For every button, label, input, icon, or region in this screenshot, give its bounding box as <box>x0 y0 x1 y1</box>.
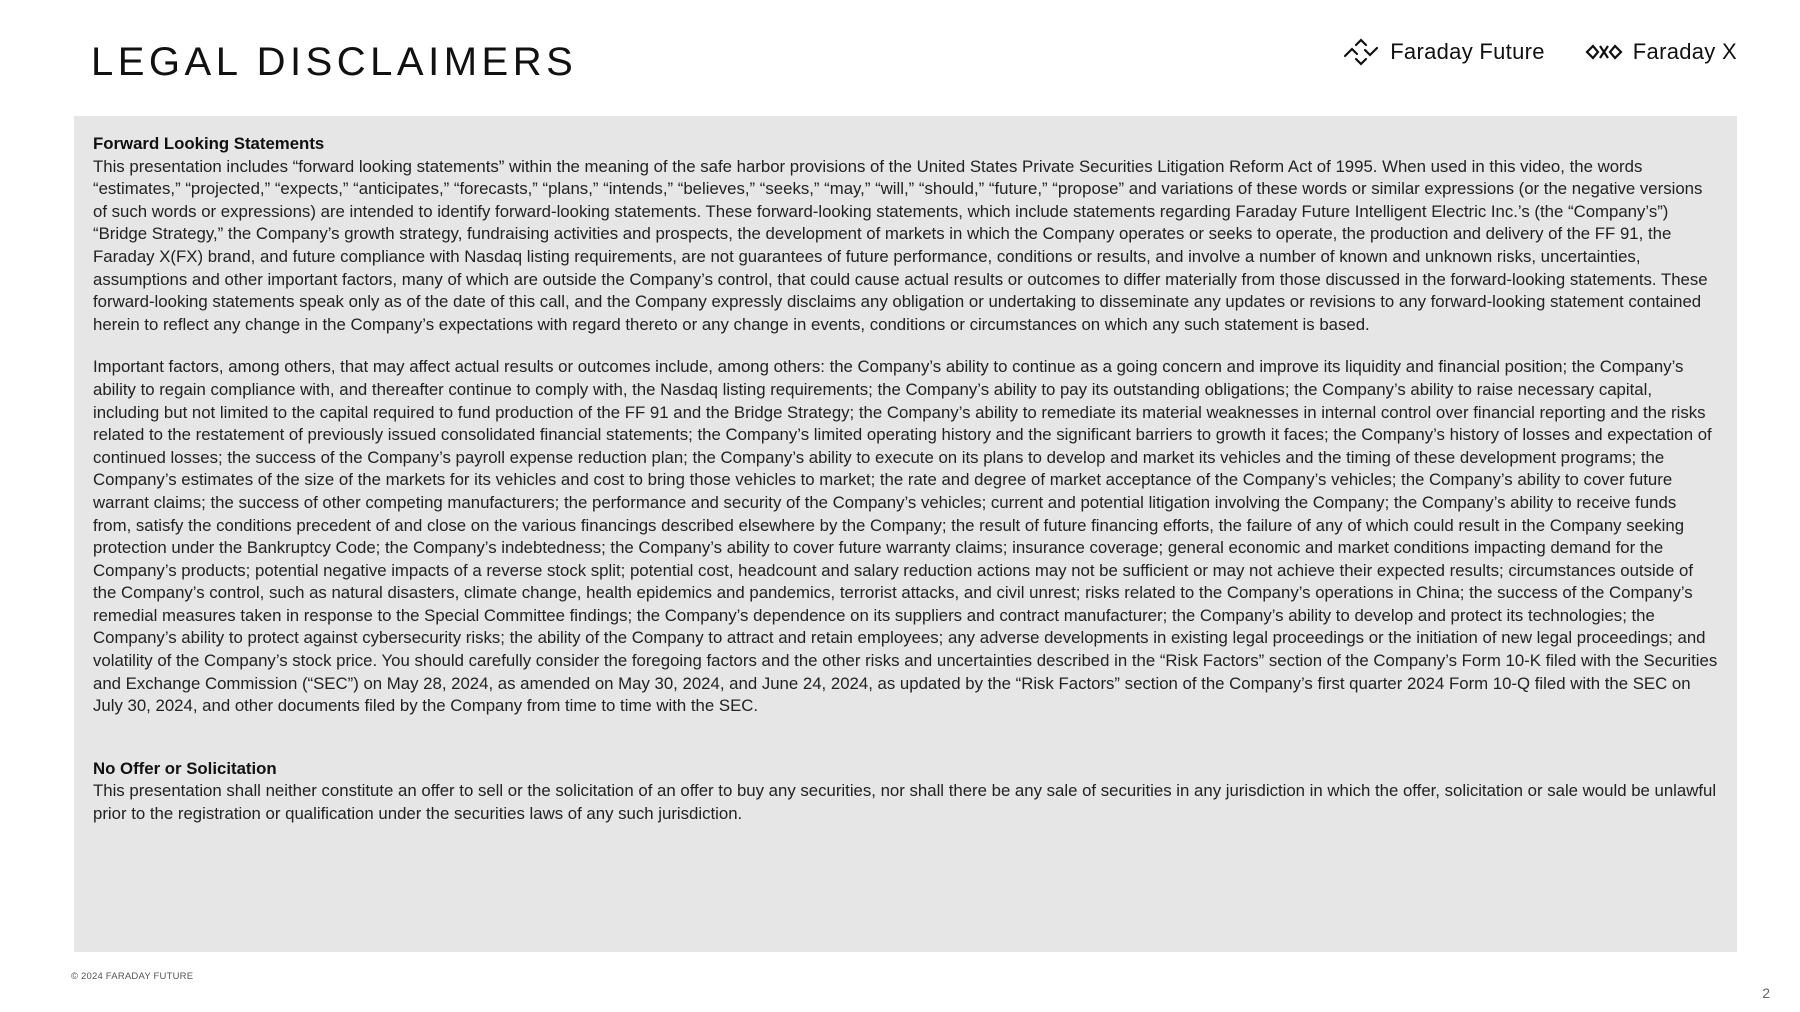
faraday-future-logo-icon <box>1342 38 1380 66</box>
disclaimer-panel <box>74 116 1737 952</box>
paragraph: This presentation includes “forward looking statements” within the meaning of the safe harbor provisions of the United States Private Securities Litigation Reform Act of 1995. When used in this video, the words “estimates,” “projected,” “expects,” “anticipates,” “forecasts,” “plans,” “intends,” “believes,” “seeks,” “may,” “will,” “should,” “future,” “propose” and variations of these words or similar expressions (or the negative versions of such words or expressions) are intended to identify forward-looking statements. These forward-looking statements, which include statements regarding Faraday Future Intelligent Electric Inc.’s (the “Company’s”) “Bridge Strategy,” the Company’s growth strategy, fundraising activities and prospects, the development of markets in which the Company operates or seeks to operate, the production and delivery of the FF 91, the Faraday X(FX) brand, and future compliance with Nasdaq listing requirements, are not guarantees of future performance, conditions or results, and involve a number of known and unknown risks, uncertainties, assumptions and other important factors, many of which are outside the Company’s control, that could cause actual results or outcomes to differ materially from those discussed in the forward-looking statements. These forward-looking statements speak only as of the date of this call, and the Company expressly disclaims any obligation or undertaking to disseminate any updates or revisions to any forward-looking statement contained herein to reflect any change in the Company’s expectations with regard thereto or any change in events, conditions or circumstances on which any such statement is based. <box>93 156 1708 334</box>
faraday-x-logo-icon <box>1585 41 1623 63</box>
paragraph: Important factors, among others, that may affect actual results or outcomes include, among others: the Company’s ability to continue as a going concern and improve its liquidity and financial position; the Company’s ability to regain compliance with, and thereafter continue to comply with, the Nasdaq listing requirements; the Company’s ability to pay its outstanding obligations; the Company’s ability to raise necessary capital, including but not limited to the capital required to fund production of the FF 91 and the Bridge Strategy; the Company’s ability to remediate its material weaknesses in internal control over financial reporting and the risks related to the restatement of previously issued consolidated financial statements; the Company’s limited operating history and the significant barriers to growth it faces; the Company’s history of losses and expectation of continued losses; the success of the Company’s payroll expense reduction plan; the Company’s ability to execute on its plans to develop and market its vehicles and the timing of these development programs; the Company’s estimates of the size of the markets for its vehicles and cost to bring those vehicles to market; the rate and degree of market acceptance of the Company’s vehicles; the Company’s ability to cover future warrant claims; the success of other competing manufacturers; the performance and security of the Company’s vehicles; current and potential litigation involving the Company; the Company’s ability to receive funds from, satisfy the conditions precedent of and close on the various financings described elsewhere by the Company; the result of future financing efforts, the failure of any of which could result in the Company seeking protection under the Bankruptcy Code; the Company’s indebtedness; the Company’s ability to cover future warranty claims; insurance coverage; general economic and market conditions impacting demand for the Company’s products; potential negative impacts of a reverse stock split; potential cost, headcount and salary reduction actions may not be sufficient or may not achieve their expected results; circumstances outside of the Company’s control, such as natural disasters, climate change, health epidemics and pandemics, terrorist attacks, and civil unrest; risks related to the Company’s operations in China; the success of the Company’s remedial measures taken in response to the Special Committee findings; the Company’s dependence on its suppliers and contract manufacturer; the Company’s ability to develop and protect its technologies; the Company’s ability to protect against cybersecurity risks; the ability of the Company to attract and retain employees; any adverse developments in existing legal proceedings or the initiation of new legal proceedings; and volatility of the Company’s stock price. You should carefully consider the foregoing factors and the other risks and uncertainties described in the “Risk Factors” section of the Company’s Form 10-K filed with the Securities and Exchange Commission (“SEC”) on May 28, 2024, as amended on May 30, 2024, and June 24, 2024, as updated by the “Risk Factors” section of the Company’s first quarter 2024 Form 10-Q filed with the SEC on July 30, 2024, and other documents filed by the Company from time to time with the SEC. <box>93 357 1718 716</box>
forward-looking-statements-section <box>93 133 1719 718</box>
faraday-x-wordmark: Faraday X <box>1632 39 1737 64</box>
faraday-future-wordmark: Faraday Future <box>1390 39 1545 64</box>
footer-copyright: © 2024 FARADAY FUTURE <box>71 971 194 982</box>
paragraph: This presentation shall neither constitute an offer to sell or the solicitation of an offer to buy any securities, nor shall there be any sale of securities in any jurisdiction in which the offer, solicitation or sale would be unlawful prior to the registration or qualification under the securities laws of any such jurisdiction. <box>93 781 1717 824</box>
section-heading: Forward Looking Statements <box>93 134 325 153</box>
section-heading: No Offer or Solicitation <box>93 758 277 778</box>
brand-logos <box>1342 38 1737 66</box>
page-title: LEGAL DISCLAIMERS <box>91 40 578 84</box>
no-offer-section <box>93 758 1719 826</box>
faraday-x-logo <box>1585 39 1737 65</box>
page-number: 2 <box>1762 985 1770 1001</box>
faraday-future-logo <box>1342 38 1545 66</box>
